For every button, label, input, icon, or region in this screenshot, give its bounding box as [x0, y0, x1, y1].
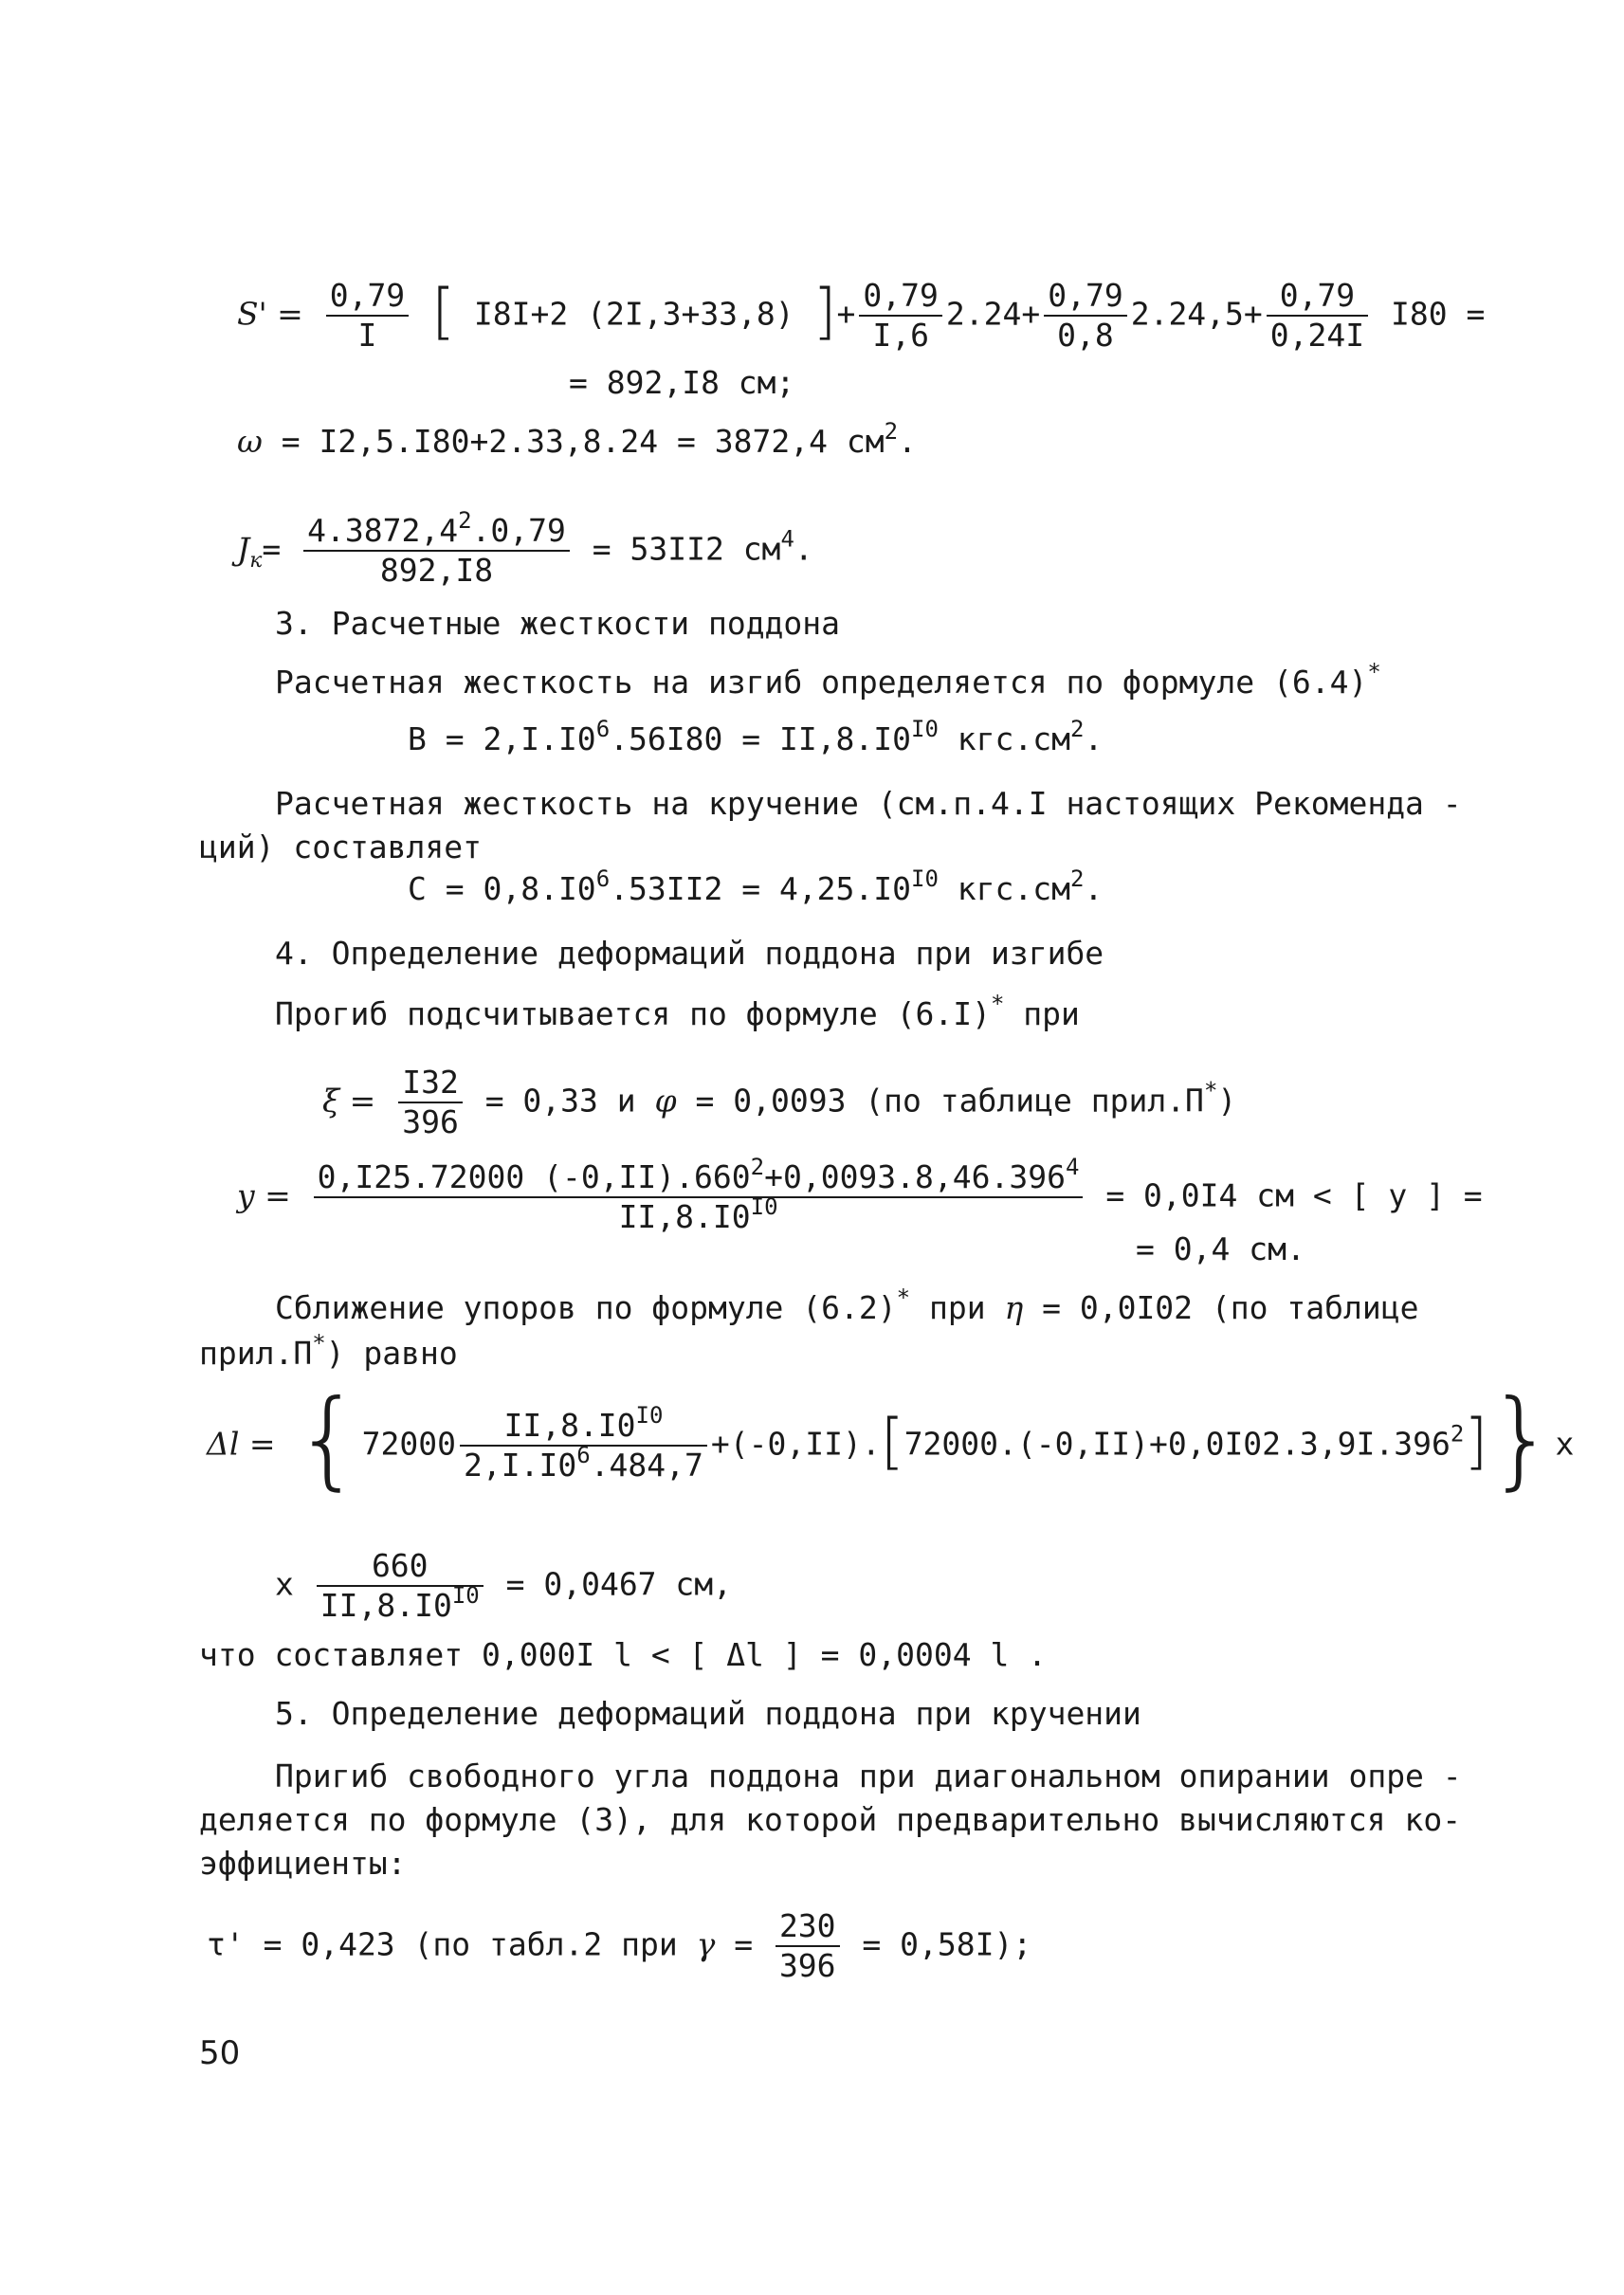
delta-l-fraction [460, 1402, 707, 1484]
cont-fraction [317, 1547, 484, 1625]
xi-lhs: ξ = [322, 1082, 376, 1120]
c-exp-2: I0 [911, 865, 939, 892]
s-prime-result: = 892,I8 см; [569, 364, 795, 401]
c-text: C = 0,8.I0 [408, 870, 596, 907]
y-numerator-a: 0,I25.72000 (-0,II).660 [317, 1158, 751, 1195]
torsion-line-1: Расчетная жесткость на кручение (см.п.4.I настоящих Рекоменда - [275, 785, 1462, 822]
jk-fraction [303, 507, 570, 590]
bending-star: * [1367, 659, 1381, 685]
fraction-3-numerator: 0,79 [1044, 277, 1126, 317]
deflection-star: * [990, 991, 1005, 1017]
jk-symbol: J [237, 530, 250, 568]
y-numerator-exp-2: 4 [1065, 1154, 1080, 1180]
deflection-tail: при [1004, 995, 1080, 1032]
y-fraction [314, 1154, 1084, 1236]
jk-tail: . [794, 530, 813, 568]
c-tail: . [1084, 870, 1104, 907]
formula-omega [237, 418, 917, 461]
omega-exponent: 2 [884, 418, 899, 445]
y-numerator [314, 1154, 1084, 1198]
inner-bracket-open: [ [880, 1407, 904, 1478]
jk-numerator [303, 507, 570, 552]
xi-numerator: I32 [398, 1064, 463, 1103]
b-tail: . [1084, 720, 1104, 757]
brace-close: } [1487, 1377, 1556, 1502]
delta-l-c: 72000.(-0,II)+0,0I02.3,9I.396 [903, 1425, 1451, 1463]
delta-l-num-exp: I0 [635, 1402, 664, 1429]
fraction-2-numerator: 0,79 [859, 277, 941, 317]
delta-l-den-exp: 6 [576, 1442, 591, 1468]
approach-line-2-star: * [312, 1330, 326, 1357]
bracket-open: [ [431, 277, 456, 348]
heading-section-3: 3. Расчетные жесткости поддона [275, 605, 841, 642]
term-3: 2.24,5+ [1130, 295, 1263, 333]
delta-l-a: 72000 [361, 1425, 457, 1463]
tau-numerator: 230 [776, 1907, 840, 1947]
y-numerator-exp-1: 2 [750, 1154, 765, 1180]
y-denominator-a: II,8.I0 [618, 1198, 751, 1235]
delta-l-b: +(-0,II). [710, 1425, 881, 1463]
approach-line-2-a: прил.П [199, 1335, 313, 1372]
twist-line-2: деляется по формуле (3), для которой предварительно вычисляются ко- [199, 1801, 1462, 1838]
deflection-text: Прогиб подсчитывается по формуле (6.I) [275, 995, 991, 1032]
jk-result-exponent: 4 [780, 525, 794, 553]
b-text: B = 2,I.I0 [408, 720, 596, 757]
twist-line-1: Пригиб свободного угла поддона при диагональном опирании опре - [275, 1758, 1462, 1794]
plus-sign: + [836, 295, 856, 333]
delta-l-den-a: 2,I.I0 [464, 1447, 577, 1484]
delta-l-den-b: .484,7 [590, 1447, 703, 1484]
xi-rest-b: = 0,0093 (по таблице прил.П [695, 1082, 1204, 1120]
tau-fraction [776, 1907, 840, 1985]
formula-y [237, 1154, 1483, 1236]
approach-text-a: Сближение упоров по формуле (6.2) [275, 1289, 897, 1326]
s-prime-lhs: S' = [237, 295, 303, 333]
approach-text-c: = 0,0I02 (по таблице [1023, 1289, 1419, 1326]
xi-denominator: 396 [402, 1103, 459, 1140]
term-4: I80 = [1391, 295, 1486, 333]
brace-open: { [294, 1377, 362, 1502]
fraction-4-denominator: 0,24I [1269, 317, 1365, 354]
formula-s-prime [237, 277, 1485, 355]
delta-l-times: x [1555, 1425, 1575, 1463]
jk-numerator-b: .0,79 [471, 512, 566, 549]
delta-l-fraction-denominator [460, 1442, 707, 1484]
heading-section-5: 5. Определение деформаций поддона при кручении [275, 1695, 1141, 1732]
bending-stiffness-line [275, 659, 1381, 701]
heading-section-4: 4. Определение деформаций поддона при изгибе [275, 935, 1104, 972]
fraction-4 [1267, 277, 1368, 355]
xi-fraction [398, 1064, 463, 1141]
omega-expression: = I2,5.I80+2.33,8.24 = 3872,4 см [281, 423, 885, 460]
tau-equals: = [734, 1925, 754, 1963]
tau-lhs: τ' = 0,423 (по табл.2 при [207, 1925, 678, 1963]
fraction-1 [326, 277, 409, 355]
bracket-content: I8I+2 (2I,3+33,8) [473, 295, 794, 333]
y-rhs: = 0,0I4 см < [ y ] = [1105, 1176, 1483, 1214]
formula-c [408, 865, 1104, 908]
fraction-2 [859, 277, 941, 355]
fraction-1-numerator: 0,79 [326, 277, 409, 317]
eta-symbol: η [1004, 1289, 1024, 1326]
xi-star: * [1203, 1077, 1218, 1104]
jk-equals: = [262, 530, 282, 568]
y-denominator-exp: I0 [750, 1193, 778, 1220]
inner-bracket-close: ] [1464, 1407, 1488, 1478]
b-unit: кгс.см [938, 720, 1071, 757]
approach-star: * [896, 1284, 911, 1311]
bracket-close: ] [812, 277, 837, 348]
deflection-line [275, 991, 1080, 1033]
fraction-3 [1044, 277, 1126, 355]
xi-close: ) [1217, 1082, 1237, 1120]
ratio-line: что составляет 0,000I l < [ Δl ] = 0,0004 l . [199, 1636, 1048, 1673]
c-exp-3: 2 [1070, 865, 1085, 892]
c-unit: кгс.см [938, 870, 1071, 907]
bending-text: Расчетная жесткость на изгиб определяется по формуле (6.4) [275, 664, 1368, 701]
b-exp-1: 6 [595, 716, 611, 742]
b-exp-2: I0 [911, 716, 939, 742]
fraction-1-denominator: I [357, 317, 377, 354]
jk-result: = 53II2 см [592, 530, 781, 568]
delta-l-lhs: Δl = [207, 1425, 276, 1463]
cont-times: x [275, 1565, 294, 1603]
jk-denominator: 892,I8 [379, 552, 494, 589]
cont-numerator: 660 [317, 1547, 484, 1587]
gamma-symbol: γ [696, 1925, 716, 1963]
formula-tau [207, 1907, 1031, 1985]
c-mid: .53II2 = 4,25.I0 [610, 870, 912, 907]
y-denominator [314, 1193, 1084, 1236]
delta-l-c-exp: 2 [1450, 1420, 1465, 1448]
tau-denominator: 396 [778, 1947, 836, 1984]
fraction-2-denominator: I,6 [872, 317, 929, 354]
twist-line-3: эффициенты: [199, 1845, 407, 1882]
tau-rest: = 0,58I); [862, 1925, 1032, 1963]
torsion-line-2: ций) составляет [199, 829, 483, 865]
y-result: = 0,4 см. [1136, 1230, 1305, 1267]
page-number: 50 [199, 2034, 241, 2072]
term-2: 2.24+ [945, 295, 1041, 333]
omega-tail: . [898, 423, 917, 460]
formula-b [408, 716, 1104, 758]
approach-line-1 [275, 1284, 1419, 1327]
cont-den-a: II,8.I0 [319, 1587, 452, 1624]
formula-jk [237, 507, 813, 590]
jk-subscript: к [249, 549, 263, 574]
phi-symbol: φ [654, 1082, 677, 1120]
approach-text-b: при [910, 1289, 986, 1326]
b-exp-3: 2 [1070, 716, 1085, 742]
approach-line-2 [199, 1330, 458, 1373]
fraction-4-numerator: 0,79 [1267, 277, 1368, 317]
formula-delta-l [207, 1377, 1575, 1502]
c-exp-1: 6 [595, 865, 611, 892]
delta-l-num-a: II,8.I0 [503, 1407, 636, 1444]
jk-numerator-exponent: 2 [458, 507, 472, 534]
cont-den-exp: I0 [451, 1582, 480, 1609]
jk-numerator-a: 4.3872,4 [307, 512, 459, 549]
cont-denominator [317, 1582, 484, 1625]
cont-rest: = 0,0467 см, [505, 1565, 733, 1603]
fraction-3-denominator: 0,8 [1057, 317, 1114, 354]
approach-line-2-b: ) равно [325, 1335, 458, 1372]
delta-l-fraction-numerator [460, 1402, 707, 1447]
y-numerator-b: +0,0093.8,46.396 [764, 1158, 1066, 1195]
b-mid: .56I80 = II,8.I0 [610, 720, 912, 757]
xi-rest-a: = 0,33 и [484, 1082, 636, 1120]
omega-symbol: ω [237, 423, 263, 460]
formula-delta-l-continuation [275, 1547, 732, 1625]
formula-xi [322, 1064, 1236, 1141]
y-lhs: y = [237, 1176, 291, 1214]
